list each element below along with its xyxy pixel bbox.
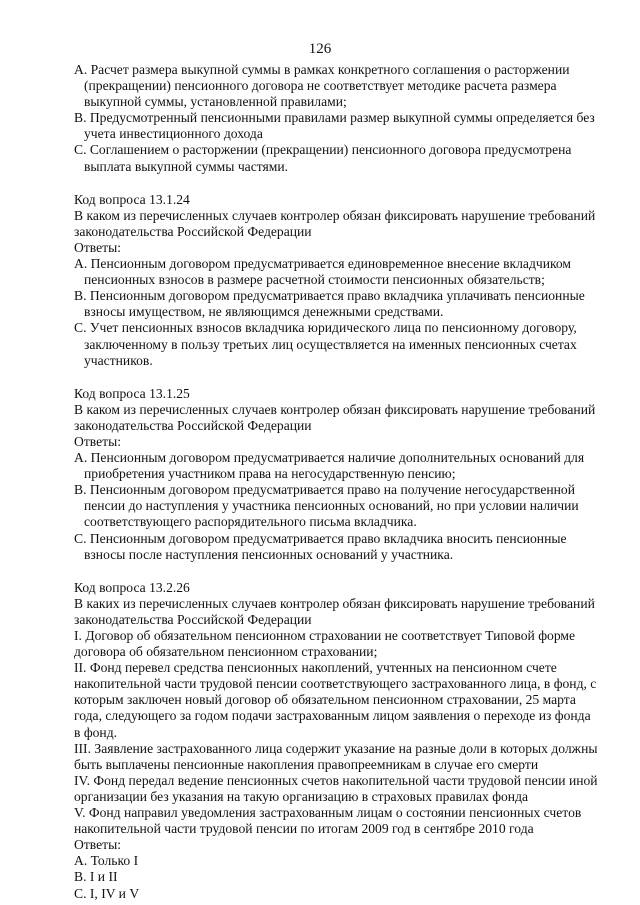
text-line: выкупной суммы, установленной правилами; xyxy=(84,94,347,110)
text-line: выплата выкупной суммы частями. xyxy=(84,158,289,174)
question-text: законодательства Российской Федерации xyxy=(74,417,312,433)
answer-line: приобретения участником права на негосударственную пенсию; xyxy=(84,466,456,482)
statement-line: быть выплачены пенсионные накопления правопреемникам в случае его смерти xyxy=(74,756,539,772)
text-line: (прекращении) пенсионного договора не соответствует методике расчета размера xyxy=(84,78,557,94)
answer-line: взносы после наступления пенсионных оснований у участника. xyxy=(84,546,454,562)
question-text: В каком из перечисленных случаев контролер обязан фиксировать нарушение требований xyxy=(74,207,596,223)
question-13-2-26 xyxy=(74,579,598,902)
text-line: А. Расчет размера выкупной суммы в рамках конкретного соглашения о расторжении xyxy=(74,62,570,77)
answer-line: А. Только I xyxy=(74,853,139,869)
statement-line: в фонд. xyxy=(74,724,118,740)
answer-line: пенсии до наступления у участника пенсионных оснований, но при условии наличии xyxy=(84,498,579,514)
statement-line: V. Фонд направил уведомления застрахованным лицам о состоянии пенсионных счетов xyxy=(74,805,582,821)
answer-line: В. Пенсионным договором предусматривается право на получение негосударственной xyxy=(74,482,575,498)
answer-line: В. I и II xyxy=(74,869,118,885)
statement-line: II. Фонд перевел средства пенсионных накоплений, учтенных на пенсионном счете xyxy=(74,660,557,676)
question-13-1-25 xyxy=(74,385,596,563)
answer-line: С. I, IV и V xyxy=(74,885,140,901)
answer-line: участников. xyxy=(84,352,153,368)
page-number: 126 xyxy=(308,41,332,57)
answer-line: пенсионных взносов в размере расчетной стоимости пенсионных обязательств; xyxy=(84,272,545,288)
answers-label: Ответы: xyxy=(74,433,121,449)
statement-line: года, следующего за годом подачи застрахованным лицом заявления о переходе из фонда xyxy=(74,708,591,724)
text-line: В. Предусмотренный пенсионными правилами размер выкупной суммы определяется без xyxy=(74,110,595,126)
answer-line: А. Пенсионным договором предусматривается наличие дополнительных оснований для xyxy=(74,450,585,466)
statement-line: которым заключен новый договор об обязательном пенсионном страховании, 25 марта xyxy=(74,692,576,708)
intro-answers xyxy=(74,62,595,175)
answers-label: Ответы: xyxy=(74,239,121,255)
answer-line: С. Пенсионным договором предусматривается право вкладчика вносить пенсионные xyxy=(74,530,567,546)
statement-line: I. Договор об обязательном пенсионном страховании не соответствует Типовой форме xyxy=(74,628,576,643)
statement-line: накопительной части трудовой пенсии по итогам 2009 год в сентябре 2010 года xyxy=(74,821,534,837)
page-content xyxy=(74,62,598,902)
answer-line: А. Пенсионным договором предусматривается единовременное внесение вкладчиком xyxy=(74,256,572,272)
answer-line: взносы имуществом, не являющимся денежными средствами. xyxy=(84,304,444,320)
answer-line: соответствующего распорядительного письма вкладчика. xyxy=(84,514,417,530)
answers-label: Ответы: xyxy=(74,837,121,853)
answer-line: С. Учет пенсионных взносов вкладчика юридического лица по пенсионному договору, xyxy=(74,320,577,336)
statement-line: организации без указания на такую организацию в страховых правилах фонда xyxy=(74,788,529,804)
question-code: Код вопроса 13.2.26 xyxy=(74,579,190,595)
question-text: В каком из перечисленных случаев контролер обязан фиксировать нарушение требований xyxy=(74,401,596,417)
question-13-1-24 xyxy=(74,191,596,369)
statement-line: договора об обязательном пенсионном страховании; xyxy=(74,644,378,660)
question-text: В каких из перечисленных случаев контролер обязан фиксировать нарушение требований xyxy=(74,595,595,611)
text-line: учета инвестиционного дохода xyxy=(84,126,263,142)
question-code: Код вопроса 13.1.25 xyxy=(74,385,190,401)
question-code: Код вопроса 13.1.24 xyxy=(74,191,190,207)
statement-line: накопительной части трудовой пенсии соответствующего застрахованного лица, в фонд, с xyxy=(74,676,597,692)
statement-line: III. Заявление застрахованного лица содержит указание на разные доли в которых должны xyxy=(74,740,598,756)
question-text: законодательства Российской Федерации xyxy=(74,223,312,239)
question-text: законодательства Российской Федерации xyxy=(74,611,312,627)
answer-line: В. Пенсионным договором предусматривается право вкладчика уплачивать пенсионные xyxy=(74,288,585,304)
statement-line: IV. Фонд передал ведение пенсионных счетов накопительной части трудовой пенсии иной xyxy=(74,772,598,788)
answer-line: заключенному в пользу третьих лиц осуществляется на именных пенсионных счетах xyxy=(84,336,577,352)
text-line: С. Соглашением о расторжении (прекращении) пенсионного договора предусмотрена xyxy=(74,142,572,158)
